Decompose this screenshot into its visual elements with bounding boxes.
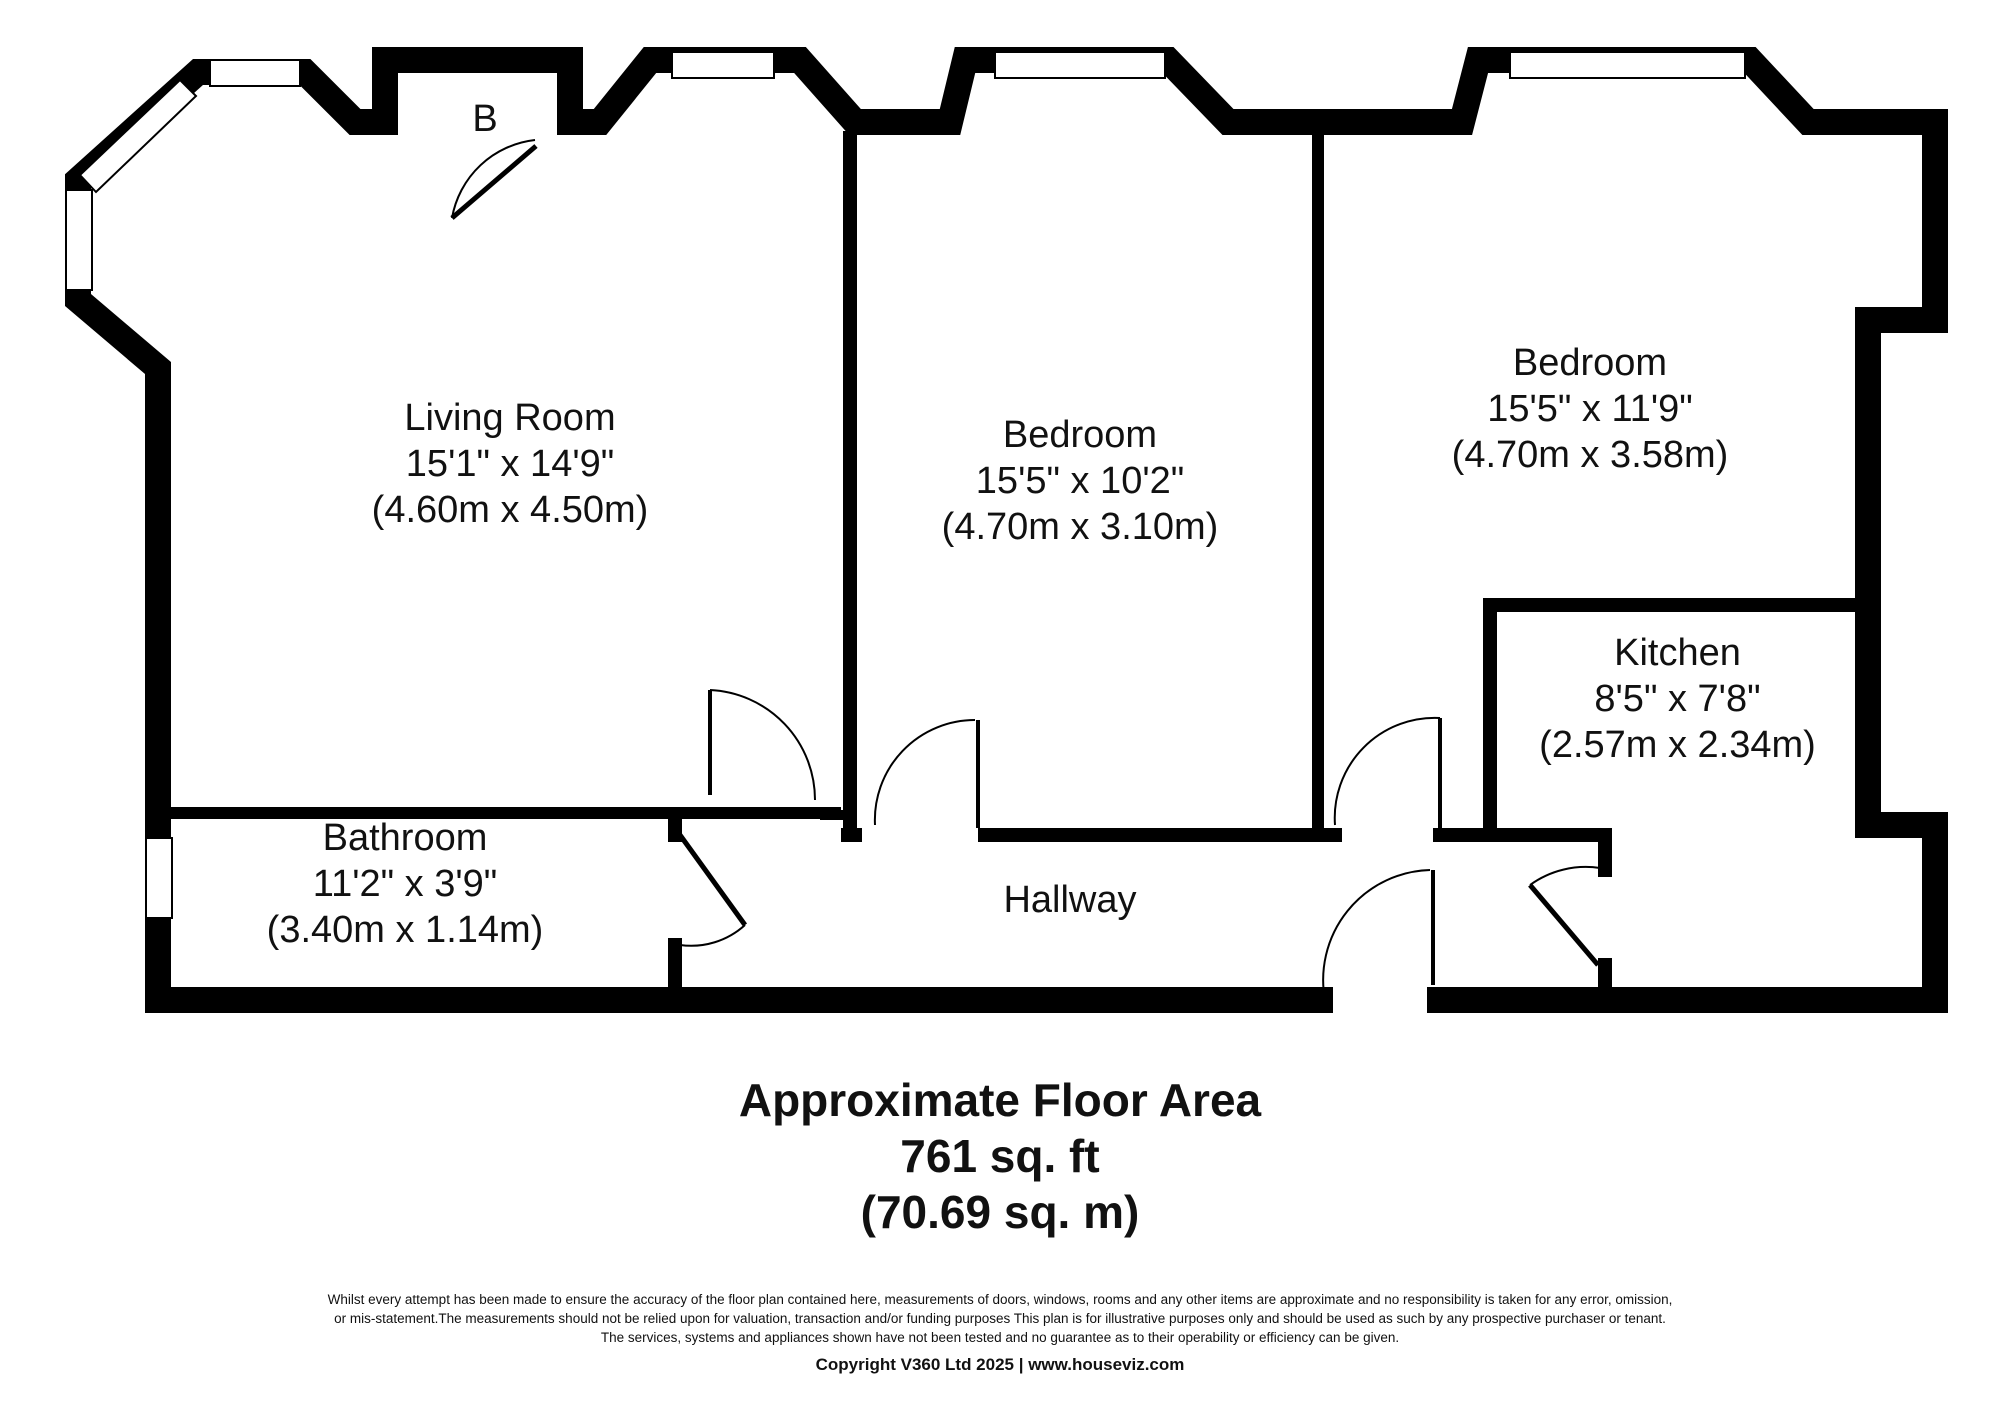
kitchen-name: Kitchen bbox=[1614, 632, 1741, 674]
doors bbox=[452, 140, 1600, 1000]
bathroom-imperial: 11'2" x 3'9" bbox=[312, 863, 498, 905]
bedroom-1-name: Bedroom bbox=[1002, 414, 1158, 456]
window-living-left bbox=[66, 190, 92, 290]
bedroom-2-imperial: 15'5" x 11'9" bbox=[1487, 388, 1693, 430]
disclaimer bbox=[150, 1290, 1850, 1347]
floor-area-summary bbox=[0, 1072, 2000, 1240]
living-room-name: Living Room bbox=[404, 397, 616, 439]
boiler-name: B bbox=[472, 98, 498, 140]
door-bath-leaf bbox=[680, 835, 745, 925]
label-kitchen bbox=[1490, 630, 1865, 768]
bathroom-metric: (3.40m x 1.14m) bbox=[266, 909, 544, 951]
bedroom-1-imperial: 15'5" x 10'2" bbox=[975, 460, 1185, 502]
door-bedroom2-arc bbox=[1335, 718, 1440, 825]
disclaimer-line-2: or mis-statement.The measurements should not be relied upon for valuation, transaction and/or funding purposes This plan is for illustrative purposes only and should be used as such by any prospective purchaser or tenant. bbox=[334, 1311, 1666, 1326]
bedroom-1-metric: (4.70m x 3.10m) bbox=[941, 506, 1219, 548]
label-hallway bbox=[920, 877, 1220, 923]
window-living-top2 bbox=[672, 52, 774, 78]
copyright: Copyright V360 Ltd 2025 | www.houseviz.com bbox=[815, 1355, 1185, 1374]
door-entrance-arc bbox=[1323, 870, 1430, 1000]
living-room-imperial: 15'1" x 14'9" bbox=[405, 443, 615, 485]
door-bath-arc bbox=[680, 925, 745, 946]
label-boiler bbox=[455, 96, 515, 142]
living-room-metric: (4.60m x 4.50m) bbox=[371, 489, 649, 531]
door-kitchen-leaf bbox=[1530, 885, 1598, 965]
kitchen-metric: (2.57m x 2.34m) bbox=[1539, 724, 1816, 766]
window-bedroom1-top bbox=[995, 52, 1165, 78]
door-living-arc bbox=[710, 690, 815, 800]
bedroom-2-name: Bedroom bbox=[1512, 342, 1668, 384]
label-bathroom bbox=[205, 815, 605, 953]
window-bath-left bbox=[146, 838, 172, 918]
label-bedroom-1 bbox=[880, 412, 1280, 550]
bedroom-2-metric: (4.70m x 3.58m) bbox=[1451, 434, 1729, 476]
kitchen-imperial: 8'5" x 7'8" bbox=[1594, 678, 1761, 720]
label-living-room bbox=[310, 395, 710, 533]
window-bedroom2-top bbox=[1510, 52, 1745, 78]
door-bedroom1-arc bbox=[875, 720, 975, 825]
window-living-top bbox=[210, 60, 300, 86]
bathroom-name: Bathroom bbox=[322, 817, 488, 859]
floor-area-imperial: 761 sq. ft bbox=[900, 1130, 1100, 1182]
door-boiler-leaf bbox=[452, 146, 536, 218]
floor-area-title: Approximate Floor Area bbox=[738, 1074, 1262, 1126]
door-kitchen-arc bbox=[1530, 867, 1600, 885]
label-bedroom-2 bbox=[1390, 340, 1790, 478]
hallway-name: Hallway bbox=[1003, 879, 1137, 921]
disclaimer-line-1: Whilst every attempt has been made to ensure the accuracy of the floor plan contained here, measurements of doors, windows, rooms and any other items are approximate and no responsibility is taken for any error, omission, bbox=[327, 1292, 1673, 1307]
disclaimer-line-3: The services, systems and appliances shown have not been tested and no guarantee as to their operability or efficiency can be given. bbox=[600, 1330, 1400, 1345]
window-living-bay bbox=[80, 80, 196, 192]
floor-area-metric: (70.69 sq. m) bbox=[860, 1186, 1140, 1238]
